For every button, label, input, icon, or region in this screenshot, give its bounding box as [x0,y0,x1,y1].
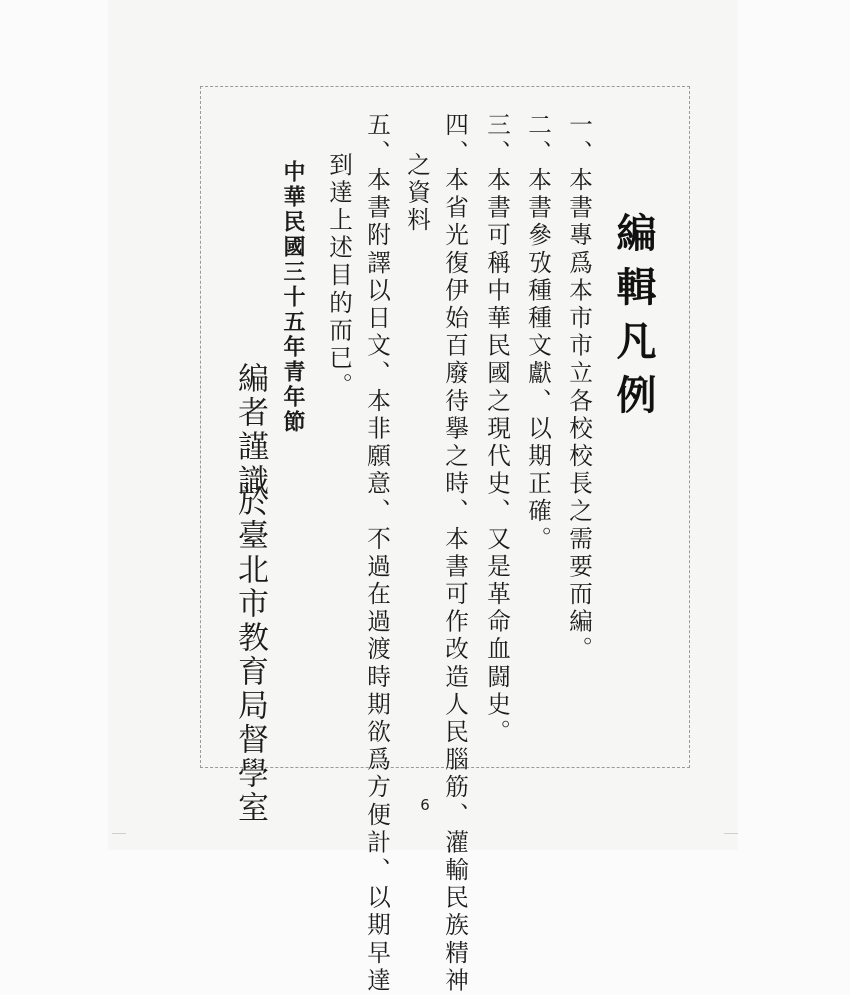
document-title: 編輯凡例 [610,212,657,428]
item-1: 一、本書專爲本市市立各校校長之需要而編。 [565,112,593,664]
document-date: 中華民國三十五年青年節 [280,160,306,435]
item-4-continuation: 之資料 [403,152,431,235]
signature-author: 編者謹識 [232,362,268,498]
item-4: 四、本省光復伊始百廢待擧之時、本書可作改造人民腦筋、灌輸民族精神 [441,112,469,995]
item-5-continuation: 到達上述目的而已。 [325,152,353,401]
signature-office: 於臺北市教育局督學室 [232,485,268,825]
item-3: 三、本書可稱中華民國之現代史、又是革命血闘史。 [483,112,511,747]
page-number: 6 [420,796,430,814]
item-2: 二、本書參攷種種文獻、以期正確。 [524,112,552,554]
crop-mark [112,833,126,834]
item-5: 五、本書附譯以日文、本非願意、不過在過渡時期欲爲方便計、以期早達 [363,112,391,995]
crop-mark [724,833,738,834]
